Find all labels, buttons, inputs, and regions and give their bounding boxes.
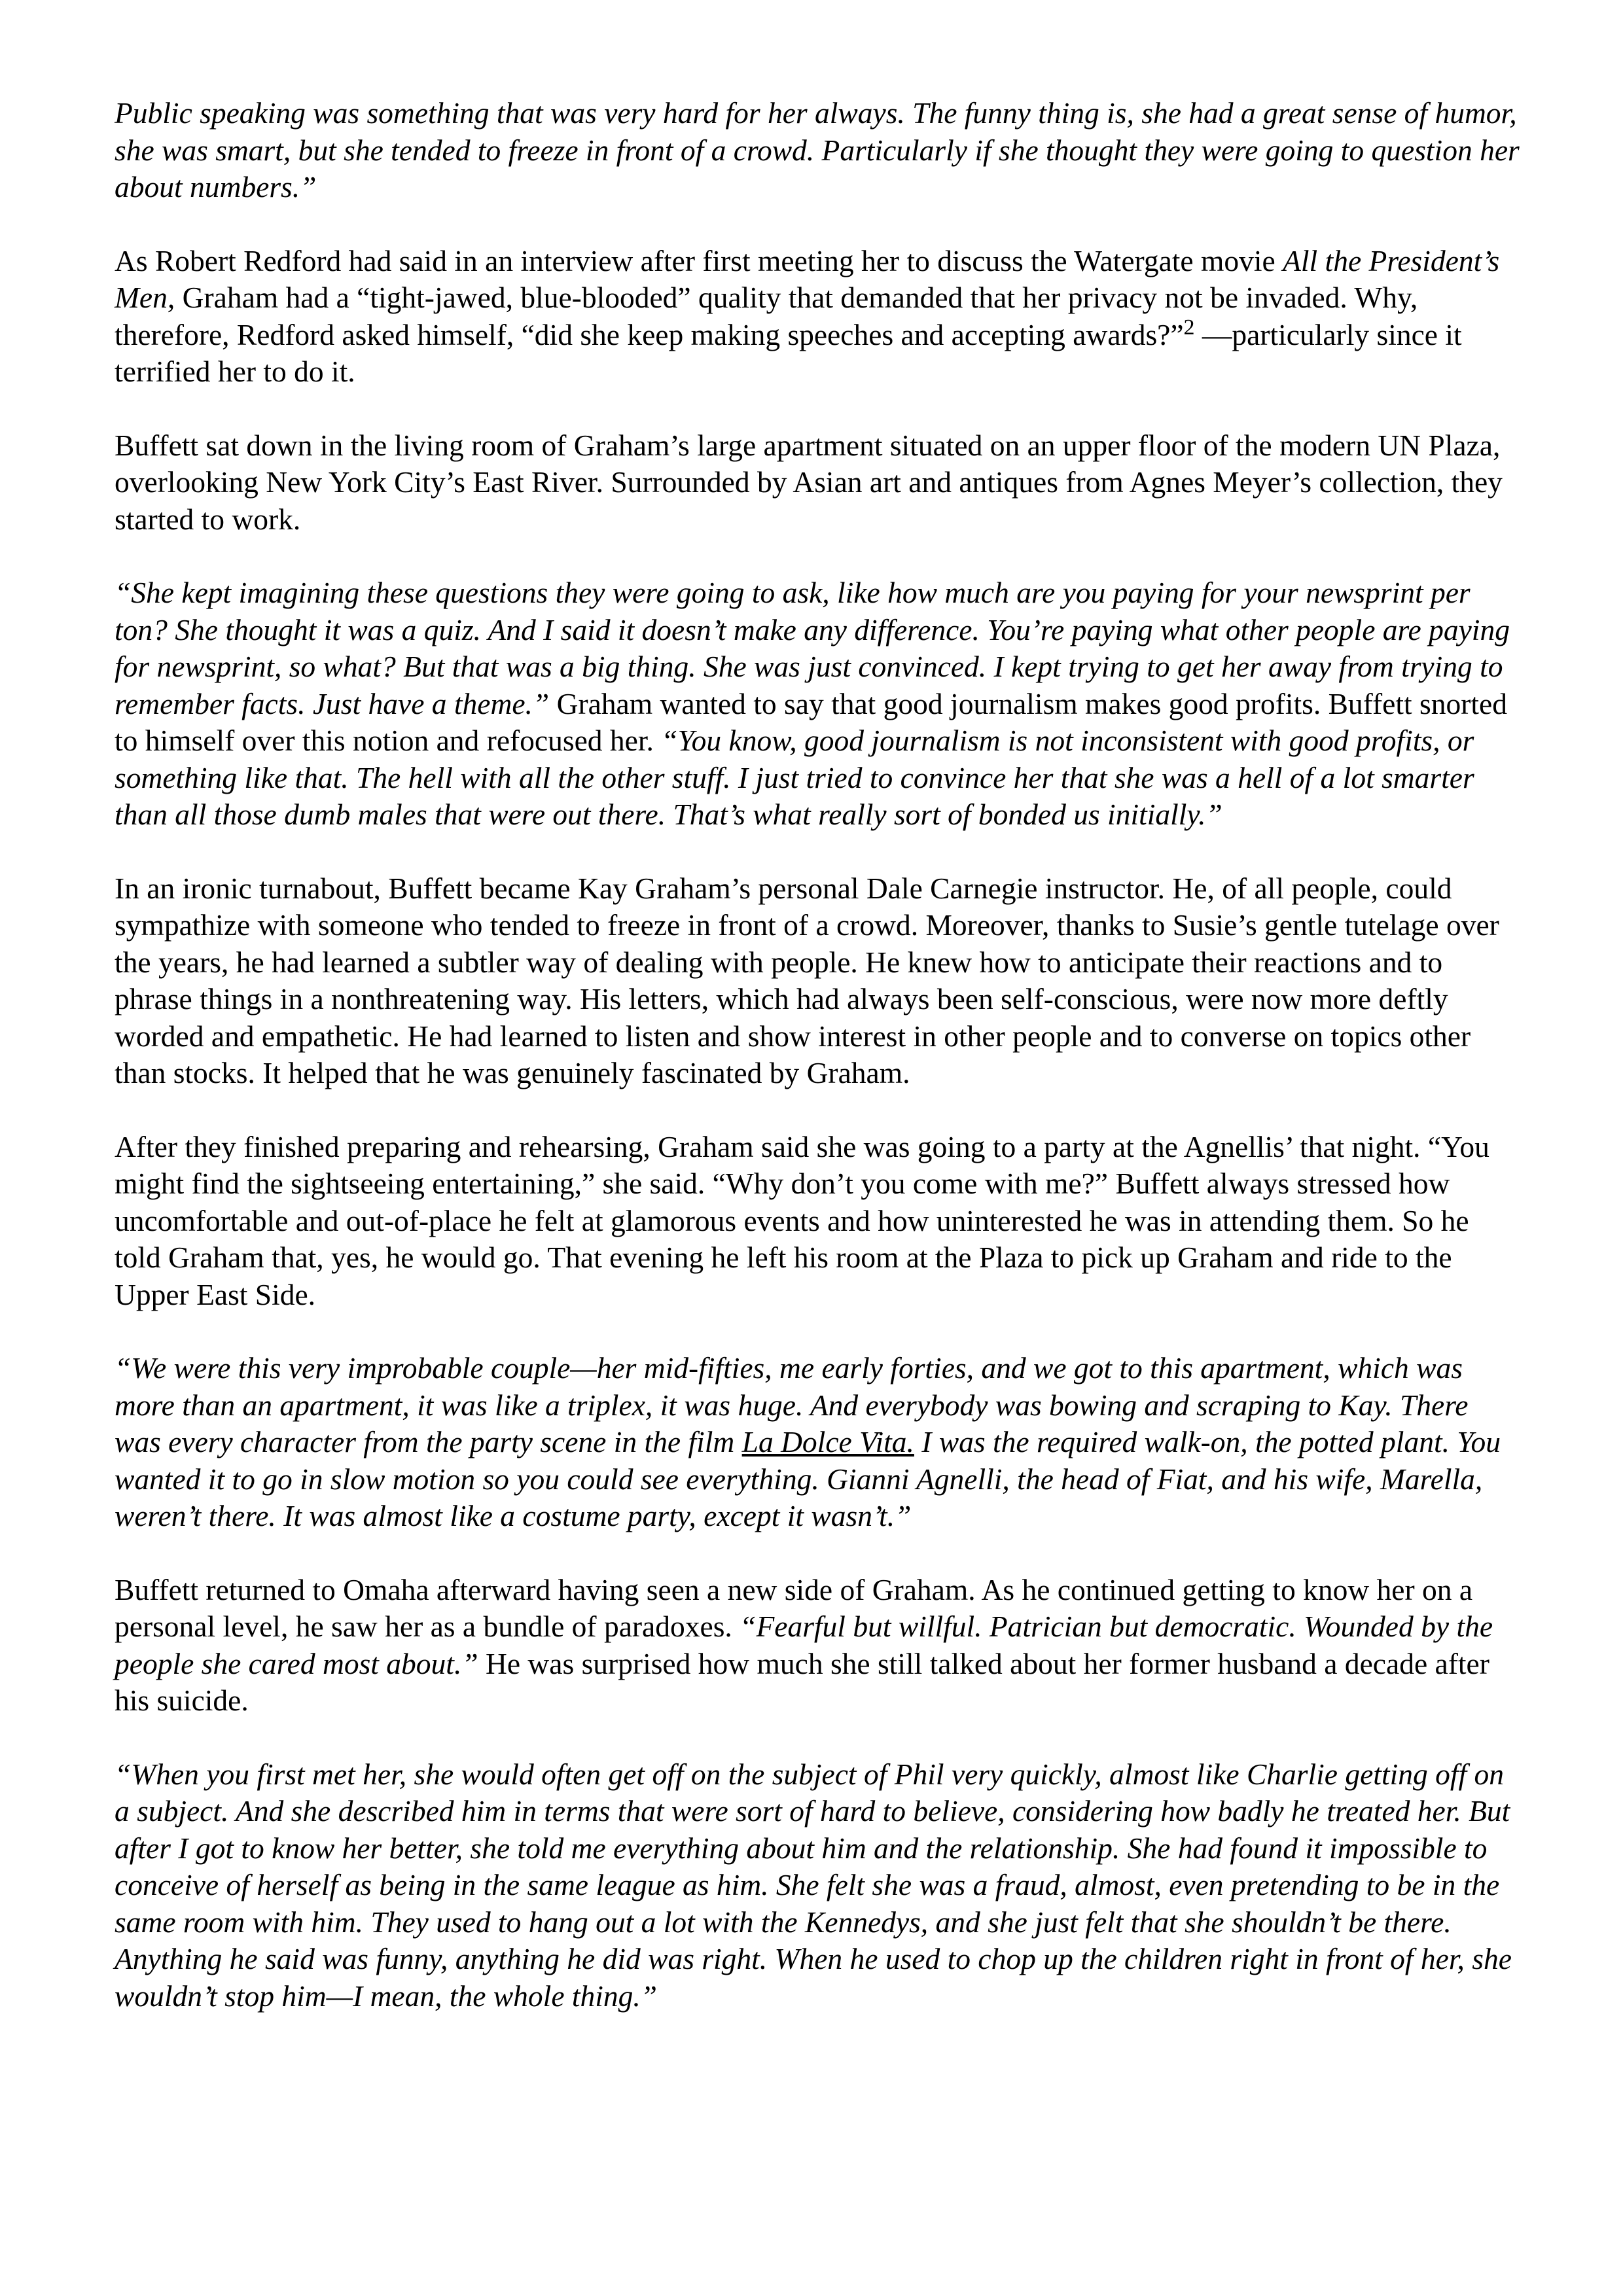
body-text: In an ironic turnabout, Buffett became Kay Graham’s personal Dale Carnegie instructor. He, of all people, could sympathize with someone who tended to freeze in front of a crowd. Moreover, thanks to Susie’s gentle tutelage over the years, he had learned a subtler way of dealing with people. He knew how to anticipate their reactions and to phrase things in a nonthreatening way. His letters, which had always been self-conscious, were now more deftly worded and empathetic. He had learned to listen and show interest in other people and to converse on topics other than stocks. It helped that he was genuinely fascinated by Graham. — [115, 871, 1499, 1089]
paragraph-5 — [115, 870, 1522, 1092]
paragraph-1 — [115, 95, 1522, 206]
body-text: Buffett returned to Omaha afterward having seen a new side of Graham. As he continued getting to know her on a personal level, he saw her as a bundle of paradoxes. — [115, 1572, 1473, 1643]
quote-text: “We were this very improbable couple—her mid-fifties, me early forties, and we got to this apartment, which was more than an apartment, it was like a triplex, it was huge. And everybody was bowing and scraping to Kay. There was every character from the party scene in the film — [115, 1351, 1469, 1458]
quote-text: “She kept imagining these questions they were going to ask, like how much are you paying for your newsprint per ton? She thought it was a quiz. And I said it doesn’t make any difference. You’re paying what other people are paying for newsprint, so what? But that was a big thing. She was just convinced. I kept trying to get her away from trying to remember facts. Just have a theme.” — [115, 576, 1510, 720]
paragraph-3 — [115, 427, 1522, 539]
body-text: —particularly since it terrified her to do it. — [115, 317, 1462, 388]
body-text: Buffett sat down in the living room of Graham’s large apartment situated on an upper floor of the modern UN Plaza, overlooking New York City’s East River. Surrounded by Asian art and antiques from Agnes Meyer’s collection, they started to work. — [115, 428, 1503, 536]
body-text: After they finished preparing and rehearsing, Graham said she was going to a party at the Agnellis’ that night. “You might find the sightseeing entertaining,” she said. “Why don’t you come with me?” Buffett always stressed how uncomfortable and out-of-place he felt at glamorous events and how uninterested he was in attending them. So he told Graham that, yes, he would go. That evening he left his room at the Plaza to pick up Graham and ride to the Upper East Side. — [115, 1129, 1489, 1311]
body-text: He was surprised how much she still talked about her former husband a decade after his suicide. — [115, 1646, 1489, 1717]
body-text: As Robert Redford had said in an interview after first meeting her to discuss the Watergate movie — [115, 243, 1283, 277]
quote-text: Public speaking was something that was very hard for her always. The funny thing is, she had a great sense of humor, she was smart, but she tended to freeze in front of a crowd. Particularly if she thought they were going to question her about numbers.” — [115, 96, 1520, 203]
paragraph-9 — [115, 1756, 1522, 2015]
quote-text: “When you first met her, she would often get off on the subject of Phil very quickly, almost like Charlie getting off on a subject. And she described him in terms that were sort of hard to believe, considering how badly he treated her. But after I got to know her better, she told me everything about him and the relationship. She had found it impossible to conceive of herself as being in the same league as him. She felt she was a fraud, almost, even pretending to be in the same room with him. They used to hang out a lot with the Kennedys, and she just felt that she shouldn’t be there. Anything he said was funny, anything he did was right. When he used to chop up the children right in front of her, she wouldn’t stop him—I mean, the whole thing.” — [115, 1757, 1512, 2013]
footnote-marker: 2 — [1183, 315, 1195, 340]
book-title: All the President’s Men, — [115, 243, 1500, 314]
quote-text: “Fearful but willful. Patrician but democratic. Wounded by the people she cared most about.” — [115, 1610, 1493, 1680]
quote-text: “You know, good journalism is not inconsistent with good profits, or something like that. The hell with all the other stuff. I just tried to convince her that she was a hell of a lot smarter than all those dumb males that were out there. That’s what really sort of bonded us initially.” — [115, 724, 1474, 831]
quote-text: I was the required walk-on, the potted plant. You wanted it to go in slow motion so you could see everything. Gianni Agnelli, the head of Fiat, and his wife, Marella, weren’t there. It was almost like a costume party, except it wasn’t.” — [115, 1425, 1501, 1532]
paragraph-6 — [115, 1129, 1522, 1314]
paragraph-8 — [115, 1572, 1522, 1720]
film-title-link[interactable]: La Dolce Vita. — [741, 1425, 914, 1458]
paragraph-2 — [115, 243, 1522, 391]
document-page — [115, 95, 1522, 2051]
body-text: Graham wanted to say that good journalism makes good profits. Buffett snorted to himself over this notion and refocused her. — [115, 686, 1507, 757]
paragraph-4 — [115, 574, 1522, 834]
paragraph-7 — [115, 1350, 1522, 1535]
body-text: Graham had a “tight-jawed, blue-blooded” quality that demanded that her privacy not be invaded. Why, therefore, Redford asked himself, “did she keep making speeches and accepting awards?” — [115, 281, 1418, 351]
